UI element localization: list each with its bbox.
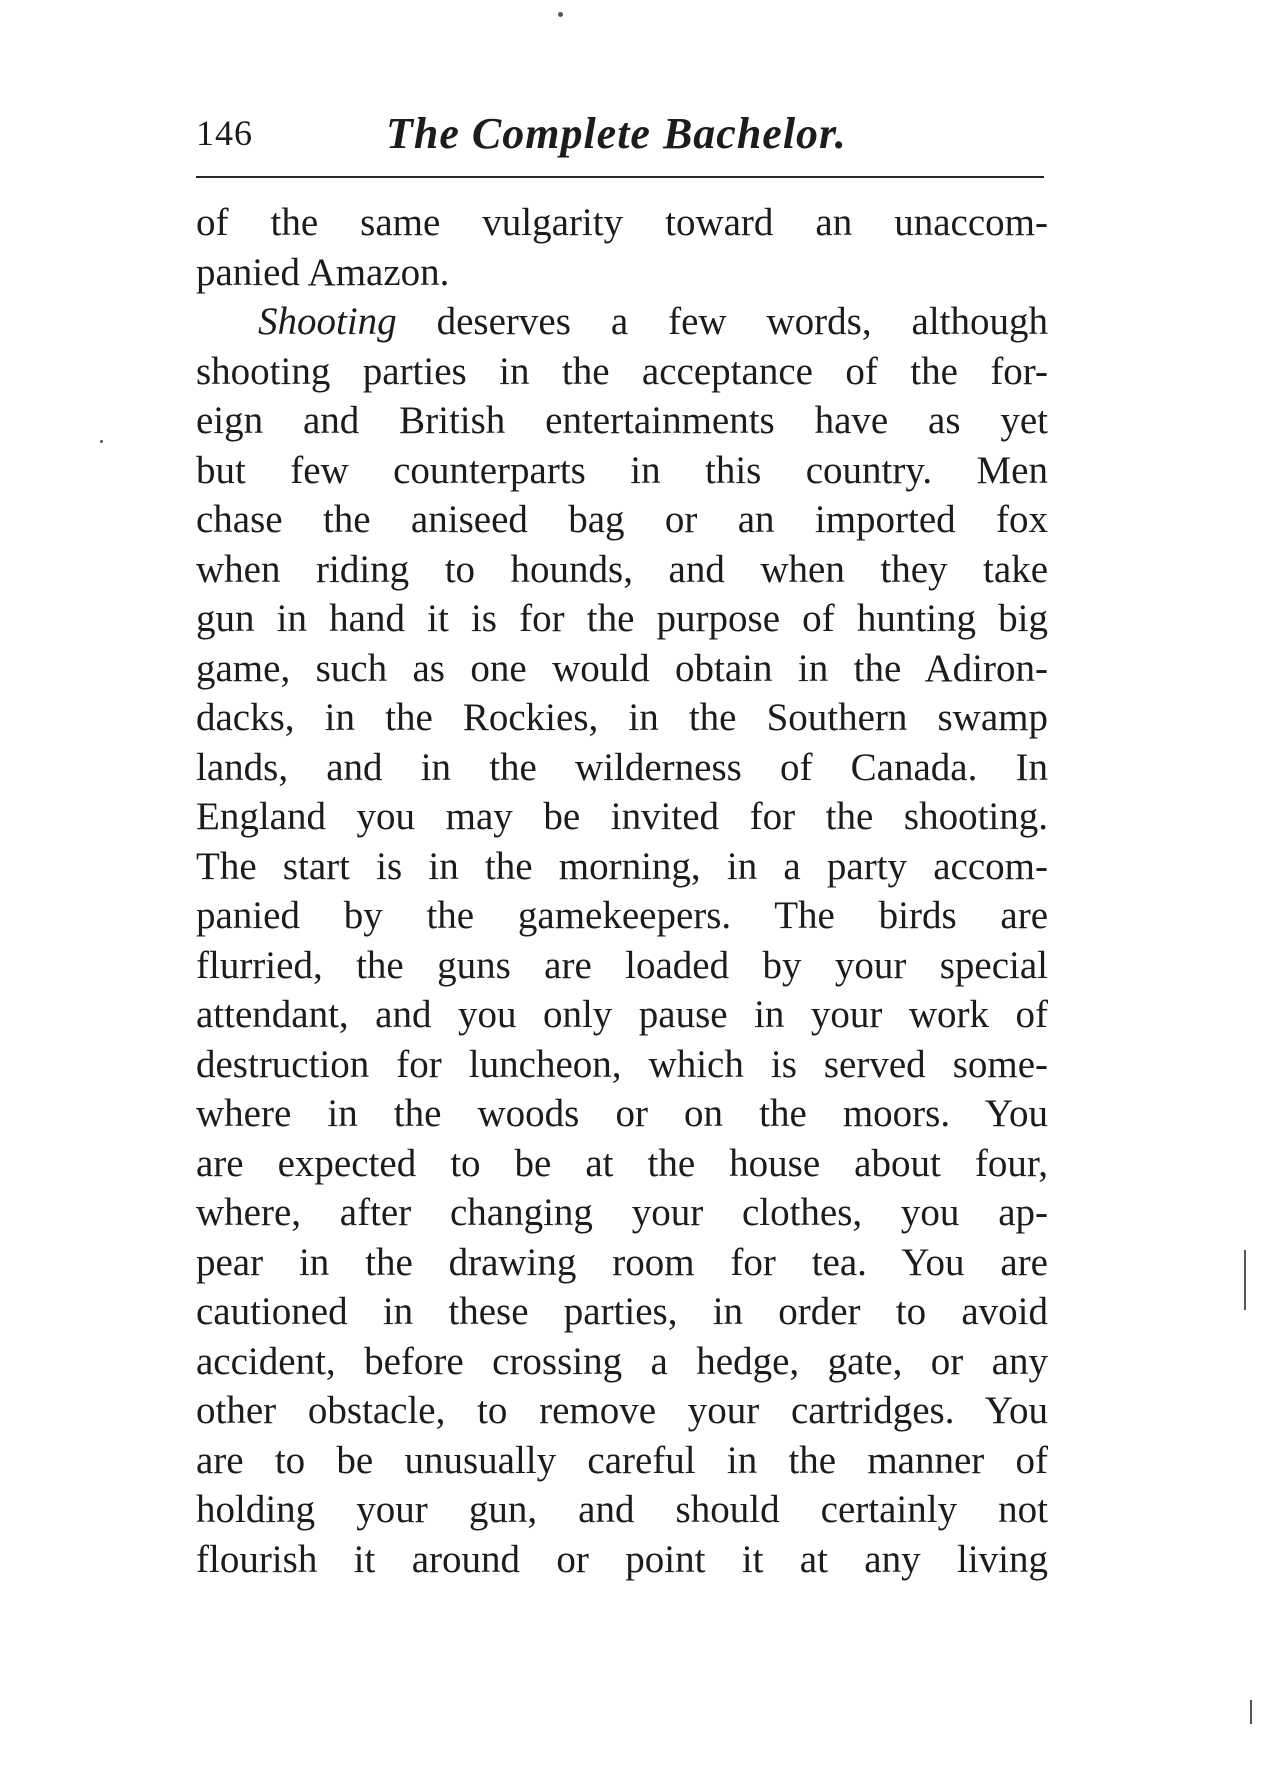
text-line: dacks, in the Rockies, in the Southern swamp	[196, 696, 1048, 739]
text-line: are expected to be at the house about four,	[196, 1141, 1048, 1185]
paragraph-first-line	[196, 297, 1048, 347]
text-line-rest: deserves a few words, although	[436, 300, 1048, 343]
text-line: pear in the drawing room for tea. You are	[196, 1240, 1048, 1284]
text-line: attendant, and you only pause in your work of	[196, 993, 1048, 1036]
text-line: when riding to hounds, and when they take	[196, 547, 1048, 591]
text-line: destruction for luncheon, which is served some-	[196, 1042, 1048, 1086]
page-number: 146	[196, 113, 253, 153]
scan-speck	[1250, 1700, 1252, 1724]
text-line: eign and British entertainments have as yet	[196, 399, 1048, 442]
text-line: of the same vulgarity toward an unaccom-	[196, 201, 1048, 244]
header-rule	[196, 176, 1044, 178]
text-line: England you may be invited for the shooting.	[196, 795, 1048, 838]
text-line: panied Amazon.	[196, 250, 450, 294]
text-line: gun in hand it is for the purpose of hunting big	[196, 597, 1048, 640]
text-line: The start is in the morning, in a party accom-	[196, 844, 1048, 888]
text-line: where, after changing your clothes, you ap-	[196, 1191, 1048, 1234]
text-line: panied by the gamekeepers. The birds are	[196, 894, 1048, 937]
text-line: shooting parties in the acceptance of the for-	[196, 349, 1048, 393]
text-line: cautioned in these parties, in order to avoid	[196, 1290, 1048, 1333]
scan-speck	[1244, 1250, 1246, 1310]
scan-speck	[100, 440, 103, 443]
text-line: where in the woods or on the moors. You	[196, 1092, 1048, 1135]
text-line: are to be unusually careful in the manner of	[196, 1438, 1048, 1482]
text-line: flourish it around or point it at any living	[196, 1537, 1048, 1581]
scan-speck	[558, 12, 563, 17]
body-text	[196, 198, 1048, 1584]
text-line: flurried, the guns are loaded by your special	[196, 943, 1048, 987]
text-line: game, such as one would obtain in the Adiron-	[196, 646, 1048, 690]
italic-lead-word: Shooting	[258, 300, 397, 343]
text-line: holding your gun, and should certainly not	[196, 1488, 1048, 1531]
page-header	[196, 108, 1048, 172]
text-line: lands, and in the wilderness of Canada. In	[196, 745, 1048, 789]
text-line: accident, before crossing a hedge, gate, or any	[196, 1339, 1048, 1383]
text-line: chase the aniseed bag or an imported fox	[196, 498, 1048, 541]
text-line: but few counterparts in this country. Men	[196, 448, 1048, 492]
running-title: The Complete Bachelor.	[386, 109, 847, 158]
text-line: other obstacle, to remove your cartridges. You	[196, 1389, 1048, 1432]
